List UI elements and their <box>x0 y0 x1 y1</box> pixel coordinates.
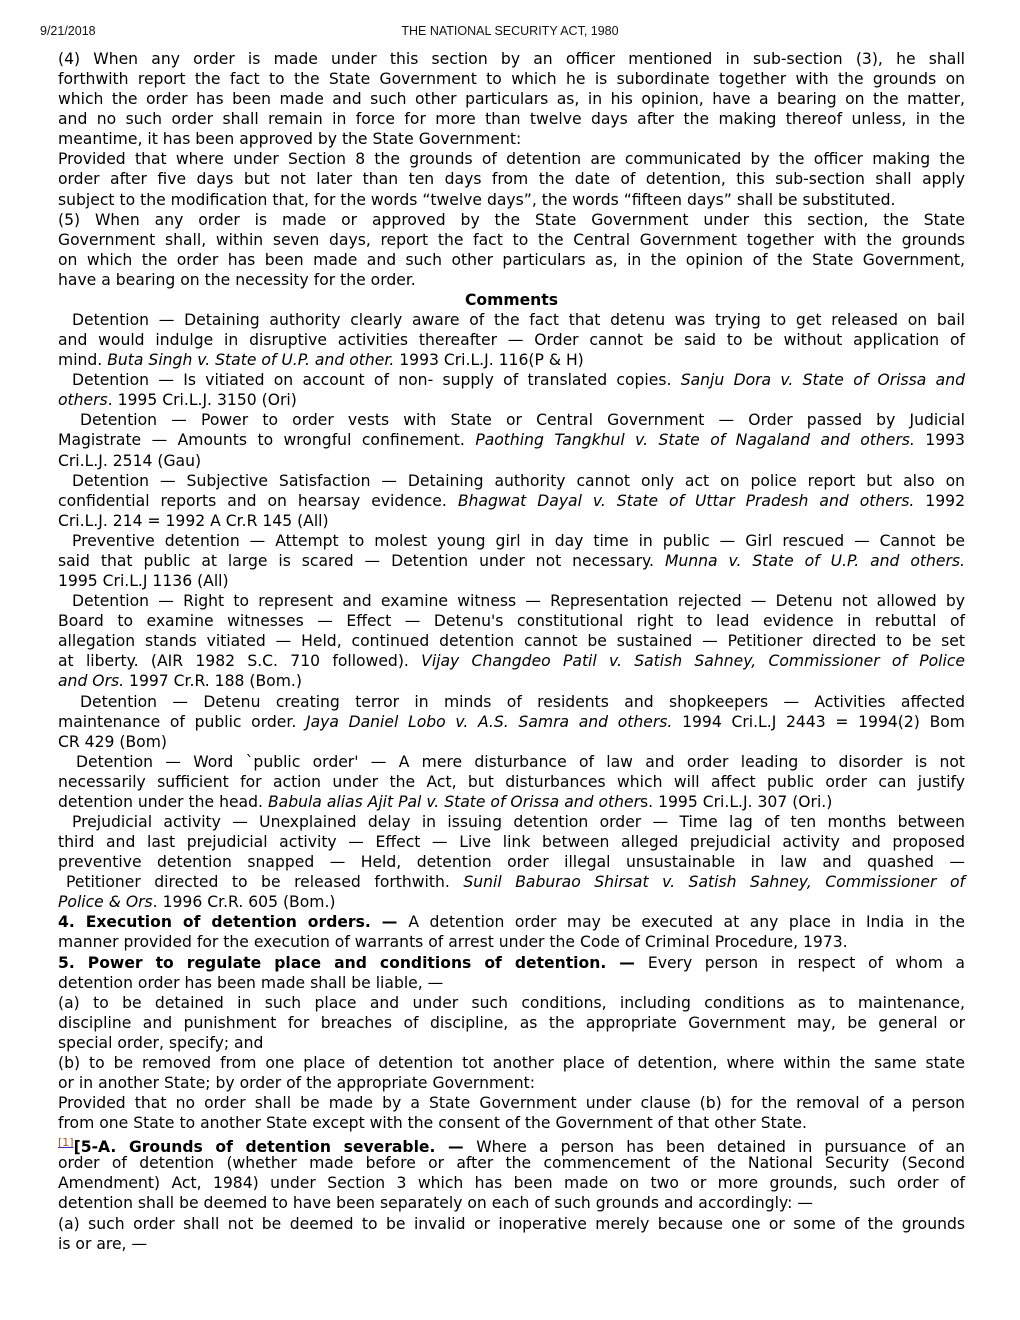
text: CR 429 (Bom) <box>58 732 167 751</box>
text: third and last prejudicial activity — Effect — Live link between alleged prejudicial activity and proposed <box>58 833 965 852</box>
text: Provided that where under Section 8 the grounds of detention are communicated by the officer making the <box>58 150 965 169</box>
section-line <box>58 1133 965 1157</box>
comments-heading <box>58 290 965 310</box>
case-citation: Bhagwat Dayal v. State of Uttar Pradesh and others. <box>457 491 915 510</box>
provision-line <box>58 230 965 250</box>
text: allegation stands vitiated — Held, continued detention cannot be sustained — Petitioner directed to be set <box>58 632 965 651</box>
section-line <box>58 1234 965 1254</box>
text: (a) to be detained in such place and under such conditions, including conditions as to maintenance, <box>58 993 965 1012</box>
comment-line <box>58 410 965 430</box>
text: (4) When any order is made under this section by an officer mentioned in sub-section (3), he shall <box>58 50 965 68</box>
case-citation: Jaya Daniel Lobo v. A.S. Samra and others. <box>305 712 673 731</box>
section-line <box>58 1173 965 1193</box>
text: Preventive detention — Attempt to molest young girl in day time in public — Girl rescued — Cannot be <box>72 531 965 550</box>
text: on which the order has been made and such other particulars as, in the opinion of the State Government, <box>58 250 965 269</box>
case-citation: and Ors. <box>58 672 125 691</box>
text: (b) to be removed from one place of detention tot another place of detention, where within the same state <box>58 1053 965 1072</box>
comment-line <box>58 451 965 471</box>
text: Cri.L.J. 2514 (Gau) <box>58 451 202 470</box>
text: Magistrate — Amounts to wrongful confinement. <box>58 431 476 450</box>
text: confidential reports and on hearsay evidence. <box>58 491 458 510</box>
provision-line <box>58 250 965 270</box>
comment-line <box>58 651 965 671</box>
text: detention order has been made shall be liable, — <box>58 973 444 992</box>
provision-line <box>58 270 965 290</box>
comment-line <box>58 872 965 892</box>
comment-line <box>58 812 965 832</box>
text: detention under the head. <box>58 792 268 811</box>
section-heading: [5-A. Grounds of detention severable. — <box>73 1138 477 1157</box>
section-line <box>58 932 965 952</box>
provision-line <box>58 169 965 189</box>
case-citation: Police & Ors <box>58 893 153 912</box>
text: Amendment) Act, 1984) under Section 3 which has been made on two or more grounds, such order of <box>58 1174 965 1193</box>
comment-line <box>58 310 965 330</box>
provision-line <box>58 210 965 230</box>
comment-line <box>58 571 965 591</box>
text: 1995 Cri.L.J 1136 (All) <box>58 572 229 591</box>
text: (5) When any order is made or approved by the State Government under this section, the State <box>58 210 965 229</box>
comment-line <box>58 692 965 712</box>
text: A detention order may be executed at any place in India in the <box>408 913 965 932</box>
comment-line <box>58 892 965 912</box>
text: Detention — Word `public order' — A mere disturbance of law and order leading to disorder is not <box>76 752 965 771</box>
text: Detention — Subjective Satisfaction — Detaining authority cannot only act on police report but also on <box>72 471 965 490</box>
comment-line <box>58 631 965 651</box>
section-line <box>58 973 965 993</box>
section-heading: 5. Power to regulate place and conditions of detention. — <box>58 953 648 972</box>
text: preventive detention snapped — Held, detention order illegal unsustainable in law and quashed — <box>58 853 965 872</box>
text: forthwith report the fact to the State Government to which he is subordinate together with the grounds on <box>58 70 965 89</box>
text: detention shall be deemed to have been separately on each of such grounds and accordingly: — <box>58 1194 813 1213</box>
section-line <box>58 1033 965 1053</box>
comment-line <box>58 390 965 410</box>
comment-line <box>58 511 965 531</box>
text: Petitioner directed to be released forthwith. <box>66 873 464 892</box>
comment-line <box>58 531 965 551</box>
comment-line <box>58 852 965 872</box>
provision-line <box>58 129 965 149</box>
comment-line <box>58 752 965 772</box>
case-citation: Buta Singh v. State of U.P. and other. <box>107 351 395 370</box>
text: 1994 Cri.L.J 2443 = 1994(2) Bom <box>672 712 966 731</box>
text: and would indulge in disruptive activities thereafter — Order cannot be said to be without application of <box>58 331 965 350</box>
text: is or are, — <box>58 1234 148 1253</box>
section-line <box>58 1113 965 1133</box>
text: said that public at large is scared — Detention under not necessary. <box>58 551 665 570</box>
document-body <box>58 49 965 1254</box>
text: meantime, it has been approved by the State Government: <box>58 130 522 149</box>
case-citation: Vijay Changdeo Patil v. Satish Sahney, Commissioner of Police <box>421 652 965 671</box>
text: special order, specify; and <box>58 1033 264 1052</box>
text: (a) such order shall not be deemed to be invalid or inoperative merely because one or some of the grounds <box>58 1214 965 1233</box>
text: Detention — Power to order vests with State or Central Government — Order passed by Judicial <box>80 411 965 430</box>
text: discipline and punishment for breaches of discipline, as the appropriate Government may, be general or <box>58 1013 965 1032</box>
provision-line <box>58 149 965 169</box>
text: Detention — Detaining authority clearly aware of the fact that detenu was trying to get released on bail <box>72 311 965 330</box>
case-citation: Babula alias Ajit Pal v. State of Orissa and other <box>267 792 641 811</box>
section-line <box>58 1214 965 1234</box>
comment-line <box>58 712 965 732</box>
text: Detention — Detenu creating terror in minds of residents and shopkeepers — Activities affected <box>80 692 965 711</box>
section-line <box>58 993 965 1013</box>
case-citation: Paothing Tangkhul v. State of Nagaland and others. <box>475 431 915 450</box>
text: Board to examine witnesses — Effect — Detenu's constitutional right to lead evidence in rebuttal of <box>58 612 965 631</box>
comment-line <box>58 772 965 792</box>
comment-line <box>58 551 965 571</box>
comment-line <box>58 732 965 752</box>
text: from one State to another State except with the consent of the Government of that other State. <box>58 1114 807 1133</box>
section-line <box>58 1193 965 1213</box>
comment-line <box>58 471 965 491</box>
text: 1992 <box>914 491 965 510</box>
text: . 1996 Cr.R. 605 (Bom.) <box>152 893 336 912</box>
text: 1997 Cr.R. 188 (Bom.) <box>124 672 302 691</box>
case-citation: others <box>58 391 108 410</box>
text: at liberty. (AIR 1982 S.C. 710 followed). <box>58 652 422 671</box>
text: Detention — Is vitiated on account of non- supply of translated copies. <box>72 371 681 390</box>
provision-line <box>58 190 965 210</box>
text: have a bearing on the necessity for the order. <box>58 270 416 289</box>
comments-heading-text: Comments <box>464 290 559 309</box>
text: Where a person has been detained in pursuance of an <box>476 1138 965 1157</box>
comment-line <box>58 370 965 390</box>
print-header-title: THE NATIONAL SECURITY ACT, 1980 <box>401 24 619 38</box>
case-citation: Sunil Baburao Shirsat v. Satish Sahney, Commissioner of <box>463 873 965 892</box>
text: subject to the modification that, for the words “twelve days”, the words “fifteen days” shall be substituted. <box>58 190 896 209</box>
text: Prejudicial activity — Unexplained delay in issuing detention order — Time lag of ten months between <box>72 812 965 831</box>
section-line <box>58 1013 965 1033</box>
text: manner provided for the execution of warrants of arrest under the Code of Criminal Procedure, 1973. <box>58 933 848 952</box>
text: which the order has been made and such other particulars as, in his opinion, have a bearing on the matter, <box>58 90 965 109</box>
section-line <box>58 953 965 973</box>
comment-line <box>58 350 965 370</box>
comment-line <box>58 611 965 631</box>
text: necessarily sufficient for action under the Act, but disturbances which will affect public order can justify <box>58 772 965 791</box>
comment-line <box>58 792 965 812</box>
text: Detention — Right to represent and examine witness — Representation rejected — Detenu not allowed by <box>72 592 965 611</box>
provision-line <box>58 89 965 109</box>
text: Every person in respect of whom a <box>647 953 965 972</box>
text: s. 1995 Cri.L.J. 307 (Ori.) <box>640 792 833 811</box>
comment-line <box>58 591 965 611</box>
comment-line <box>58 430 965 450</box>
section-heading: 4. Execution of detention orders. — <box>58 913 409 932</box>
case-citation: Sanju Dora v. State of Orissa and <box>680 371 965 390</box>
text: order of detention (whether made before or after the commencement of the National Security (Second <box>58 1154 965 1173</box>
section-line <box>58 1093 965 1113</box>
provision-line <box>58 109 965 129</box>
section-line <box>58 912 965 932</box>
case-citation: Munna v. State of U.P. and others. <box>664 551 966 570</box>
text: Cri.L.J. 214 = 1992 A Cr.R 145 (All) <box>58 511 329 530</box>
text: Government shall, within seven days, report the fact to the Central Government together with the grounds <box>58 230 965 249</box>
provision-line <box>58 49 965 69</box>
text: or in another State; by order of the appropriate Government: <box>58 1073 535 1092</box>
text: and no such order shall remain in force for more than twelve days after the making thereof unless, in the <box>58 110 965 129</box>
comment-line <box>58 671 965 691</box>
comment-line <box>58 330 965 350</box>
comment-line <box>58 491 965 511</box>
text: mind. <box>58 351 108 370</box>
section-line <box>58 1053 965 1073</box>
print-date: 9/21/2018 <box>40 24 96 38</box>
text: Provided that no order shall be made by a State Government under clause (b) for the removal of a person <box>58 1094 965 1113</box>
text: 1993 Cri.L.J. 116(P & H) <box>394 351 584 370</box>
footnote-link[interactable]: [1] <box>58 1136 74 1150</box>
provision-line <box>58 69 965 89</box>
text: maintenance of public order. <box>58 712 306 731</box>
section-line <box>58 1153 965 1173</box>
comment-line <box>58 832 965 852</box>
text: 1993 <box>914 431 965 450</box>
section-line <box>58 1073 965 1093</box>
text: . 1995 Cri.L.J. 3150 (Ori) <box>107 391 297 410</box>
text: order after five days but not later than ten days from the date of detention, this sub-section shall apply <box>58 170 965 189</box>
